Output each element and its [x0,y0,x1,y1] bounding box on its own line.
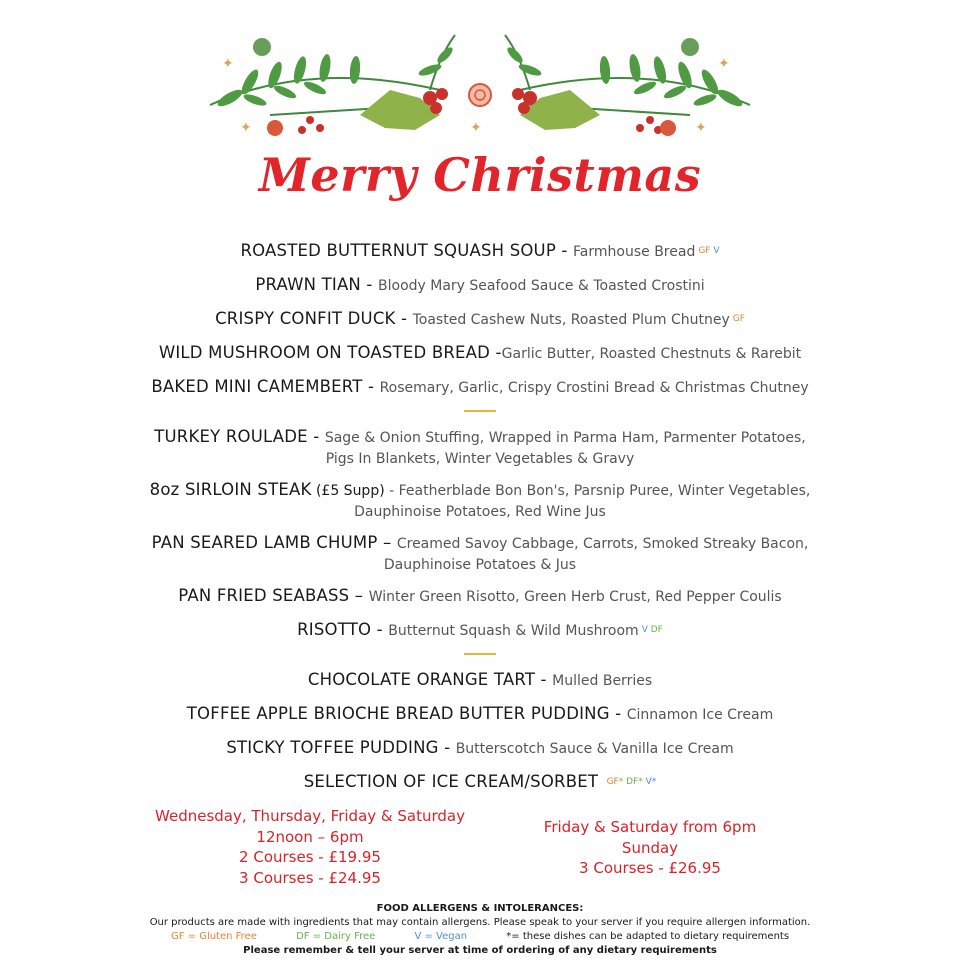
dish-separator: - [490,343,502,362]
offer-three-courses: 3 Courses - £24.95 [239,868,381,887]
menu-item [0,342,960,365]
dish-description-continued: Dauphinoise Potatoes & Jus [383,557,577,573]
dish-description-continued: Dauphinoise Potatoes, Red Wine Jus [354,504,606,520]
dietary-tag: DF* [626,777,643,787]
dietary-tag: DF [650,625,663,635]
dietary-tag: V [713,246,720,256]
dish-name: BAKED MINI CAMEMBERT [151,377,363,396]
df-key: DF = Dairy Free [296,931,376,942]
allergen-reminder: Please remember & tell your server at time of ordering of any dietary requirements [243,945,717,956]
dish-description: Featherblade Bon Bon's, Parsnip Puree, Winter Vegetables, [398,483,811,499]
menu-item [0,274,960,297]
holly-garland-icon [190,20,770,145]
dish-description: Winter Green Risotto, Green Herb Crust, Red Pepper Coulis [368,589,782,605]
dish-separator: - [384,483,399,499]
dish-name: CHOCOLATE ORANGE TART [307,670,536,689]
menu-item [0,376,960,399]
dish-separator: - [371,620,389,639]
page-title: Merry Christmas [258,148,702,202]
dish-separator: - [609,704,627,723]
dietary-tag: V [641,625,648,635]
dish-name: ROASTED BUTTERNUT SQUASH SOUP [240,241,556,260]
offer-three-courses: 3 Courses - £26.95 [579,859,721,877]
dish-name: CRISPY CONFIT DUCK [215,309,396,328]
evening-offer [520,817,780,879]
menu [0,240,960,804]
dish-name: STICKY TOFFEE PUDDING [226,738,439,757]
dish-name: TOFFEE APPLE BRIOCHE BREAD BUTTER PUDDING [186,704,610,723]
mains-section [0,426,960,642]
menu-item [0,737,960,760]
gf-key: GF = Gluten Free [170,931,257,942]
dish-description-continued: Pigs In Blankets, Winter Vegetables & Gravy [325,451,635,467]
dietary-tags [642,625,663,635]
dish-separator: - [555,241,574,260]
dish-description: Bloody Mary Seafood Sauce & Toasted Crostini [378,278,705,294]
menu-item [0,669,960,692]
dish-separator: - [438,738,456,757]
adapt-key: *= these dishes can be adapted to dietary requirements [506,931,790,942]
dish-separator: – [349,586,369,605]
menu-item [0,532,960,576]
dish-separator: - [535,670,553,689]
menu-item [0,771,960,793]
dish-description: Rosemary, Garlic, Crispy Crostini Bread & Christmas Chutney [379,380,809,396]
offer-days: Wednesday, Thursday, Friday & Saturday [155,807,465,825]
dish-description: Cinnamon Ice Cream [626,707,774,723]
dish-name: 8oz SIRLOIN STEAK [149,480,312,499]
dish-name: SELECTION OF ICE CREAM/SORBET [303,772,599,791]
menu-item [0,703,960,726]
dish-name: PAN FRIED SEABASS [178,586,350,605]
dish-name: RISOTTO [297,620,372,639]
offer-sunday: Sunday [621,838,679,857]
allergen-legend [0,930,960,944]
menu-item [0,240,960,263]
svg-text:✦: ✦ [718,56,730,72]
dish-name: TURKEY ROULADE [154,427,308,446]
dietary-tags [607,777,657,787]
menu-item [0,585,960,608]
section-divider [464,410,496,412]
menu-item [0,426,960,470]
svg-text:✦: ✦ [222,56,234,72]
dish-supplement: (£5 Supp) [311,483,385,499]
dietary-tags [698,246,719,256]
offer-times: 12noon – 6pm [256,827,364,846]
desserts-section [0,669,960,793]
menu-item [0,619,960,642]
dish-name: PRAWN TIAN [255,275,361,294]
starters-section [0,240,960,399]
weekday-offer [150,806,470,888]
dish-description: Toasted Cashew Nuts, Roasted Plum Chutney [412,312,730,328]
dietary-tag: GF* [606,777,624,787]
offer-two-courses: 2 Courses - £19.95 [239,848,381,866]
allergen-heading: FOOD ALLERGENS & INTOLERANCES: [376,903,584,914]
dish-separator [598,772,603,791]
dish-name: PAN SEARED LAMB CHUMP [151,533,378,552]
dish-separator: - [395,309,413,328]
dish-description: Sage & Onion Stuffing, Wrapped in Parma Ham, Parmenter Potatoes, [324,430,806,446]
dish-separator: - [307,427,325,446]
dish-separator: - [362,377,380,396]
dish-description: Garlic Butter, Roasted Chestnuts & Rarebit [501,346,802,362]
dietary-tags [733,314,745,324]
dish-description: Farmhouse Bread [573,244,696,260]
section-divider [464,653,496,655]
offer-days: Friday & Saturday from 6pm [543,818,757,836]
dish-description: Creamed Savoy Cabbage, Carrots, Smoked Streaky Bacon, [396,536,809,552]
dish-description: Butternut Squash & Wild Mushroom [388,623,639,639]
dish-description: Butterscotch Sauce & Vanilla Ice Cream [455,741,734,757]
menu-item [0,308,960,331]
allergen-notice [0,902,960,958]
allergen-text: Our products are made with ingredients that may contain allergens. Please speak to your server if you require allergen information. [149,917,811,928]
svg-text:✦: ✦ [695,120,707,136]
dish-name: WILD MUSHROOM ON TOASTED BREAD [158,343,491,362]
dish-separator: – [377,533,397,552]
dish-separator: - [360,275,379,294]
svg-text:✦: ✦ [470,120,482,136]
dietary-tag: GF [732,314,745,324]
menu-item [0,479,960,523]
dietary-tag: V* [645,777,657,787]
dietary-tag: GF [698,246,711,256]
dish-description: Mulled Berries [552,673,653,689]
svg-text:✦: ✦ [240,120,252,136]
v-key: V = Vegan [414,931,468,942]
